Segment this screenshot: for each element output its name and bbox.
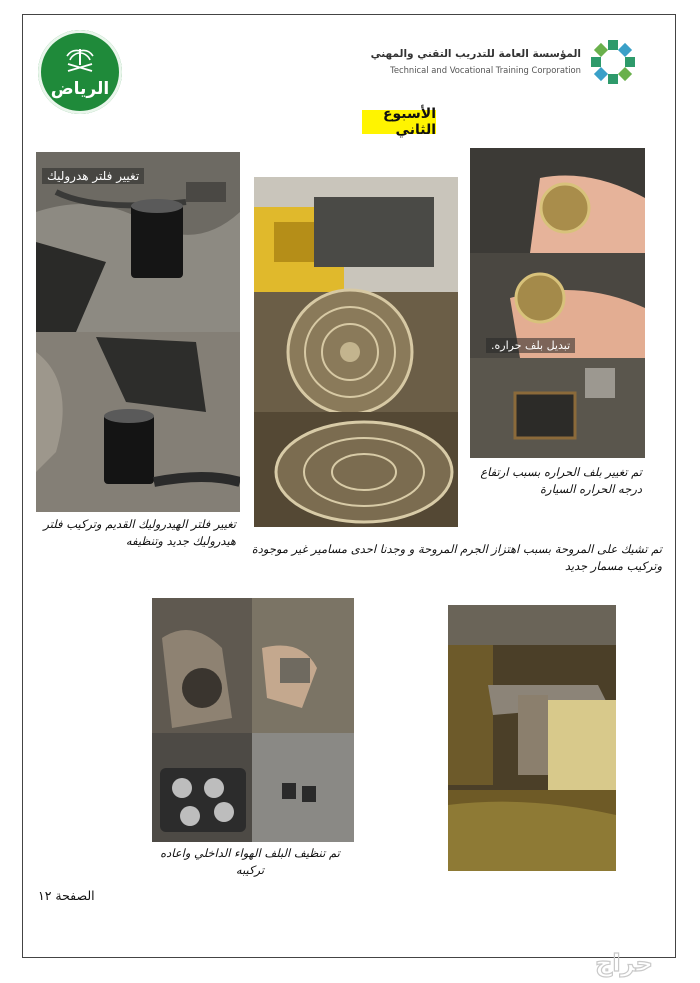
air-valve-caption: تم تنظيف البلف الهواء الداخلي واعاده تركيبه (160, 846, 340, 877)
hydraulic-filter-caption: تغيير فلتر الهيدروليك القديم وتركيب فلتر هيدروليك جديد وتنظيفه (43, 517, 236, 548)
org-name-en: Technical and Vocational Training Corporation (390, 65, 581, 75)
riyadh-logo (38, 30, 122, 114)
hydraulic-filter-overlay-label: تغيير فلتر هدروليك (42, 168, 144, 184)
thermostat-photo (470, 148, 645, 458)
fan-photo (254, 177, 458, 527)
riyadh-logo-text: الرياض (50, 79, 110, 99)
org-name-ar: المؤسسة العامة للتدريب التقني والمهني (370, 48, 581, 60)
thermostat-caption: تم تغيير بلف الحراره بسبب ارتفاع درجه الحراره السيارة (480, 465, 642, 496)
page-number: الصفحة ١٢ (38, 888, 95, 903)
air-valve-photo (152, 598, 354, 842)
thermostat-overlay-label: تبديل بلف حراره. (486, 338, 575, 353)
engine-block-photo (448, 605, 616, 871)
tvtc-logo (370, 36, 645, 86)
fan-caption: تم تشيك على المروحة بسبب اهتزاز الجرم المروحة و وجدنا احدى مسامير غير موجودة وتركيب مسمار جديد (251, 542, 662, 573)
week-title: الأسبوع الثاني (362, 110, 436, 134)
haraj-watermark (555, 945, 693, 981)
tvtc-emblem-icon (587, 36, 639, 88)
hydraulic-filter-photo (36, 152, 240, 512)
watermark-text: حراج (595, 949, 653, 977)
palm-swords-icon (63, 47, 97, 73)
